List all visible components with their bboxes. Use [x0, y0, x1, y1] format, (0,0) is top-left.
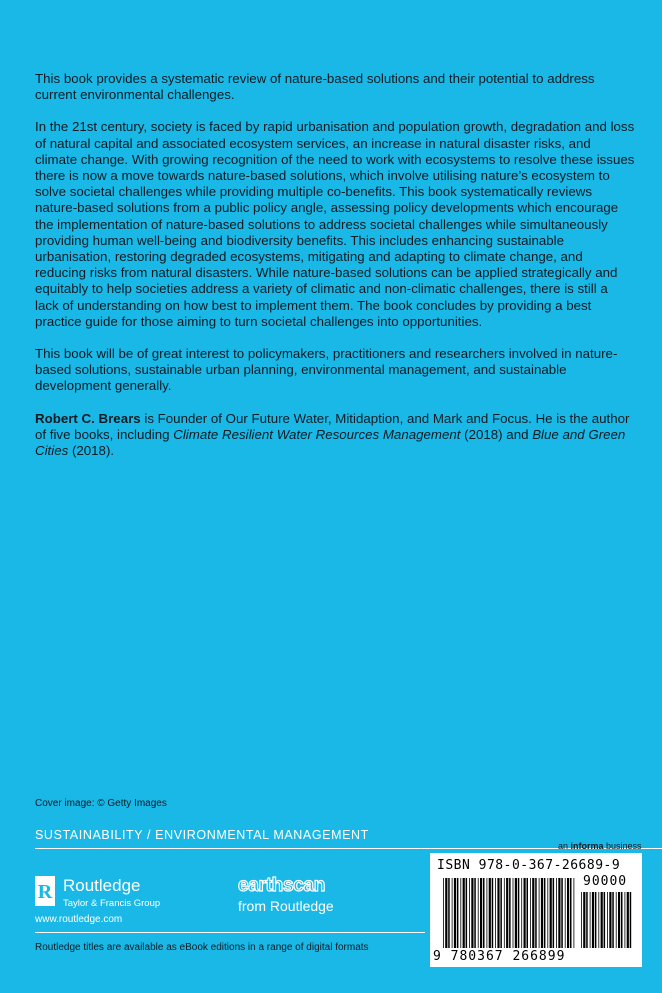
barcode-bar: [460, 878, 461, 948]
barcode-bar: [492, 878, 494, 948]
barcode-bar: [443, 878, 444, 948]
author-bio: [35, 411, 635, 460]
barcode-bar: [558, 878, 560, 948]
blurb-paragraph-3: This book will be of great interest to policymakers, practitioners and researchers involved in nature-based solutions, sustainable urban planning, environmental management, and sustainable development generally.: [35, 346, 618, 394]
barcode-bar: [590, 892, 591, 948]
barcode-bar: [527, 878, 529, 948]
barcode-bar: [561, 878, 563, 948]
barcode-bar: [630, 892, 632, 948]
barcode-bar: [574, 878, 575, 948]
barcode-bar: [518, 878, 520, 948]
barcode-digits: 9 780367 266899: [433, 949, 566, 964]
barcode-bar: [504, 878, 505, 948]
barcode-bar: [497, 878, 499, 948]
barcode-bar: [570, 878, 572, 948]
publisher-name: Routledge: [63, 876, 141, 895]
barcode-bar: [609, 892, 611, 948]
barcode-bar: [513, 878, 514, 948]
barcode-bar: [567, 878, 569, 948]
barcode-bar: [474, 878, 476, 948]
book-title-2: Blue and Green Cities: [35, 426, 626, 459]
informa-business-tagline: [558, 841, 642, 851]
publisher-url[interactable]: www.routledge.com: [35, 914, 123, 925]
barcode-bar: [547, 878, 548, 948]
barcode-bar: [601, 892, 603, 948]
barcode-bar: [521, 878, 522, 948]
barcode-bar: [565, 878, 566, 948]
barcode-addon-bars: [581, 892, 633, 948]
earthscan-from-routledge: from Routledge: [238, 898, 334, 914]
barcode-bar: [598, 892, 599, 948]
barcode-bar: [500, 878, 502, 948]
barcode-bar: [515, 878, 517, 948]
barcode-bar: [586, 892, 588, 948]
svg-text:R: R: [37, 881, 53, 903]
earthscan-imprint-logo: [238, 876, 354, 914]
barcode-bar: [495, 878, 496, 948]
author-bio-text-3: (2018).: [68, 443, 115, 459]
barcode-bar: [539, 878, 540, 948]
barcode-bar: [581, 892, 582, 948]
ebook-availability-note: Routledge titles are available as eBook editions in a range of digital formats: [35, 942, 369, 953]
barcode-bar: [489, 878, 491, 948]
isbn-barcode: [430, 853, 642, 967]
earthscan-wordmark: earthscan: [238, 875, 326, 896]
barcode-bar: [535, 878, 537, 948]
barcode-bar: [457, 878, 459, 948]
barcode-bar: [478, 878, 479, 948]
barcode-addon-number: 90000: [583, 874, 628, 889]
barcode-bar: [607, 892, 608, 948]
barcode-bar: [595, 892, 597, 948]
barcode-bar: [445, 878, 447, 948]
informa-brand: informa: [570, 841, 604, 851]
blurb-paragraph-2: In the 21st century, society is faced by rapid urbanisation and population growth, degradation and loss of natural capital and associated ecosystem services, an increase in natural disaster risks, and climate change. With growing recognition of the need to work with ecosystems to resolve these issues there is now a move towards nature-based solutions, which involve utilising nature’s ecosystem to solve societal challenges while providing multiple co-benefits. This book systematically reviews nature-based solutions from a public policy angle, assessing policy developments which encourage the implementation of nature-based solutions to address societal challenges while simultaneously providing human well-being and biodiversity benefits. This includes enhancing sustainable urbanisation, restoring degraded ecosystems, mitigating and adapting to climate change, and reducing risks from natural disasters. While nature-based solutions can be applied strategically and equitably to help societies address a variety of climatic and non-climatic challenges, there is still a lack of understanding on how best to implement them. The book concludes by providing a best practice guide for those aiming to turn societal challenges into opportunities.: [35, 119, 635, 329]
author-name: Robert C. Brears: [35, 410, 141, 426]
barcode-bar: [509, 878, 511, 948]
author-bio-text-2: (2018) and: [460, 426, 533, 442]
informa-prefix: an: [558, 841, 571, 851]
barcode-bar: [463, 878, 465, 948]
barcode-bar: [625, 892, 626, 948]
barcode-bar: [466, 878, 468, 948]
barcode-bar: [469, 878, 470, 948]
barcode-bar: [621, 892, 623, 948]
barcode-bar: [604, 892, 606, 948]
isbn-label: ISBN 978-0-367-26689-9: [437, 858, 621, 873]
barcode-bar: [471, 878, 473, 948]
book-title-1: Climate Resilient Water Resources Management: [173, 426, 461, 442]
barcode-bar: [544, 878, 546, 948]
barcode-main-bars: [443, 878, 575, 948]
author-bio-text-1: is Founder of Our Future Water, Mitidaption, and Mark and Focus. He is the author of five books, including: [35, 410, 630, 442]
barcode-bar: [480, 878, 482, 948]
barcode-bar: [627, 892, 629, 948]
barcode-bar: [592, 892, 594, 948]
barcode-bar: [524, 878, 526, 948]
barcode-bar: [616, 892, 617, 948]
barcode-bar: [550, 878, 552, 948]
barcode-bar: [532, 878, 534, 948]
barcode-bar: [448, 878, 450, 948]
barcode-bar: [618, 892, 620, 948]
barcode-bar: [487, 878, 488, 948]
barcode-bar: [483, 878, 485, 948]
barcode-bar: [556, 878, 557, 948]
barcode-bar: [506, 878, 508, 948]
barcode-bar: [541, 878, 543, 948]
barcode-bar: [452, 878, 453, 948]
publisher-group: Taylor & Francis Group: [63, 898, 161, 909]
cover-image-credit: Cover image: © Getty Images: [35, 798, 167, 809]
barcode-bar: [612, 892, 614, 948]
barcode-bar: [553, 878, 555, 948]
blurb-paragraph-1: This book provides a systematic review of nature-based solutions and their potential to address current environmental challenges.: [35, 71, 595, 103]
barcode-bar: [583, 892, 585, 948]
routledge-r-logo-icon: [35, 876, 55, 906]
barcode-bar: [530, 878, 531, 948]
back-cover-blurb: [35, 71, 635, 475]
informa-suffix: business: [603, 841, 642, 851]
subject-category: SUSTAINABILITY / ENVIRONMENTAL MANAGEMENT: [35, 828, 369, 842]
barcode-bar: [454, 878, 456, 948]
footer-divider: [35, 932, 425, 933]
